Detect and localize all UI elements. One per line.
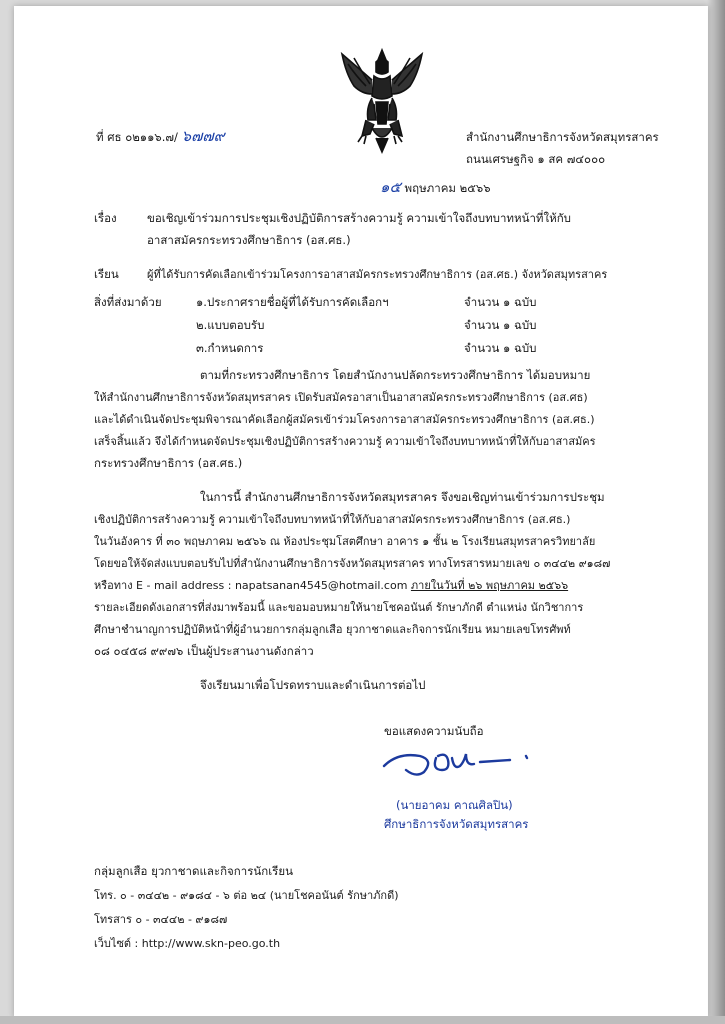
- recipient-text: ผู้ที่ได้รับการคัดเลือกเข้าร่วมโครงการอาสาสมัครกระทรวงศึกษาธิการ (อส.ศธ.) จังหวัดสมุทรสาคร: [147, 268, 608, 281]
- signer-position: ศึกษาธิการจังหวัดสมุทรสาคร: [384, 817, 529, 831]
- paragraph-2-line: รายละเอียดดังเอกสารที่ส่งมาพร้อมนี้ และขอมอบหมายให้นายโชคอนันต์ รักษาภักดี ตำแหน่ง นักวิชาการ: [94, 601, 584, 614]
- closing-line: จึงเรียนมาเพื่อโปรดทราบและดำเนินการต่อไป: [200, 678, 426, 692]
- letter-date: [380, 180, 491, 196]
- garuda-emblem-icon: [336, 46, 428, 156]
- page-bottom-edge: [0, 1016, 725, 1024]
- paragraph-1-line: ตามที่กระทรวงศึกษาธิการ โดยสำนักงานปลัดกระทรวงศึกษาธิการ ได้มอบหมาย: [200, 368, 591, 382]
- footer-fax: โทรสาร ๐ - ๓๔๔๒ - ๙๑๘๗: [94, 913, 228, 926]
- regards-text: ขอแสดงความนับถือ: [384, 724, 484, 738]
- footer-phone: โทร. ๐ - ๓๔๔๒ - ๙๑๘๔ - ๖ ต่อ ๒๔ (นายโชคอนันต์ รักษาภักดี): [94, 889, 399, 902]
- signer-name: (นายอาคม คาณศิลปิน): [396, 798, 513, 812]
- deadline-underlined: ภายในวันที่ ๒๖ พฤษภาคม ๒๕๖๖: [410, 579, 569, 592]
- handwritten-signature: [376, 744, 546, 784]
- attachment-item: ๒.แบบตอบรับ: [196, 318, 265, 332]
- paragraph-1-line: และได้ดำเนินจัดประชุมพิจารณาคัดเลือกผู้สมัครเข้าร่วมโครงการอาสาสมัครกระทรวงศึกษาธิการ (อส.ศธ.): [94, 413, 595, 426]
- subject-label: เรื่อง: [94, 211, 117, 225]
- reference-number: [96, 129, 225, 145]
- office-address: ถนนเศรษฐกิจ ๑ สค ๗๔๐๐๐: [466, 152, 606, 166]
- email-address-text: หรือทาง E - mail address : napatsanan4545@hotmail.com: [94, 579, 411, 592]
- paragraph-2-line: ในการนี้ สำนักงานศึกษาธิการจังหวัดสมุทรสาคร จึงขอเชิญท่านเข้าร่วมการประชุม: [200, 490, 605, 504]
- paragraph-2-line: โดยขอให้จัดส่งแบบตอบรับไปที่สำนักงานศึกษาธิการจังหวัดสมุทรสาคร ทางโทรสารหมายเลข ๐ ๓๔๔๒ ๙๑๘๗: [94, 557, 611, 570]
- paragraph-2-line: ๐๘ ๐๔๕๘ ๙๙๗๖ เป็นผู้ประสานงานดังกล่าว: [94, 644, 314, 658]
- date-day-handwritten: ๑๕: [380, 178, 401, 196]
- paragraph-2-line: ศึกษาชำนาญการปฏิบัติหน้าที่ผู้อำนวยการกลุ่มลูกเสือ ยุวกาชาดและกิจการนักเรียน หมายเลขโทรศัพท์: [94, 623, 571, 636]
- subject-line-1: ขอเชิญเข้าร่วมการประชุมเชิงปฏิบัติการสร้างความรู้ ความเข้าใจถึงบทบาทหน้าที่ให้กับ: [147, 211, 571, 225]
- reference-handwritten-number: ๖๗๗๙: [181, 127, 225, 145]
- paragraph-2-line: เชิงปฏิบัติการสร้างความรู้ ความเข้าใจถึงบทบาทหน้าที่ให้กับอาสาสมัครกระทรวงศึกษาธิการ (อส.ศธ.): [94, 513, 571, 526]
- recipient-label: เรียน: [94, 267, 119, 281]
- reference-prefix: ที่ ศธ ๐๒๑๑๖.๗/: [96, 130, 178, 144]
- attachment-item: ๑.ประกาศรายชื่อผู้ที่ได้รับการคัดเลือกฯ: [196, 295, 389, 309]
- letter-page: [14, 6, 708, 1018]
- paragraph-1-line: เสร็จสิ้นแล้ว จึงได้กำหนดจัดประชุมเชิงปฏิบัติการสร้างความรู้ ความเข้าใจถึงบทบาทหน้าที่ให้กับอาสาสมัคร: [94, 435, 596, 448]
- attachment-qty: จำนวน ๑ ฉบับ: [464, 295, 537, 309]
- paragraph-2-email-line: [94, 578, 568, 593]
- attachment-item: ๓.กำหนดการ: [196, 341, 264, 355]
- page-edge-shadow: [707, 0, 725, 1024]
- footer-website: เว็บไซต์ : http://www.skn-peo.go.th: [94, 937, 281, 950]
- office-name: สำนักงานศึกษาธิการจังหวัดสมุทรสาคร: [466, 130, 659, 144]
- attachment-qty: จำนวน ๑ ฉบับ: [464, 318, 537, 332]
- paragraph-1-line: กระทรวงศึกษาธิการ (อส.ศธ.): [94, 456, 243, 470]
- paragraph-2-line: ในวันอังคาร ที่ ๓๐ พฤษภาคม ๒๕๖๖ ณ ห้องประชุมโสตศึกษา อาคาร ๑ ชั้น ๒ โรงเรียนสมุทรสาครวิทยาลัย: [94, 535, 596, 548]
- attachment-qty: จำนวน ๑ ฉบับ: [464, 341, 537, 355]
- subject-line-2: อาสาสมัครกระทรวงศึกษาธิการ (อส.ศธ.): [147, 233, 351, 247]
- attachments-label: สิ่งที่ส่งมาด้วย: [94, 295, 162, 309]
- footer-department: กลุ่มลูกเสือ ยุวกาชาดและกิจการนักเรียน: [94, 864, 293, 878]
- paragraph-1-line: ให้สำนักงานศึกษาธิการจังหวัดสมุทรสาคร เปิดรับสมัครอาสาเป็นอาสาสมัครกระทรวงศึกษาธิการ (อส.ศธ): [94, 391, 588, 404]
- date-month-year: พฤษภาคม ๒๕๖๖: [404, 181, 491, 195]
